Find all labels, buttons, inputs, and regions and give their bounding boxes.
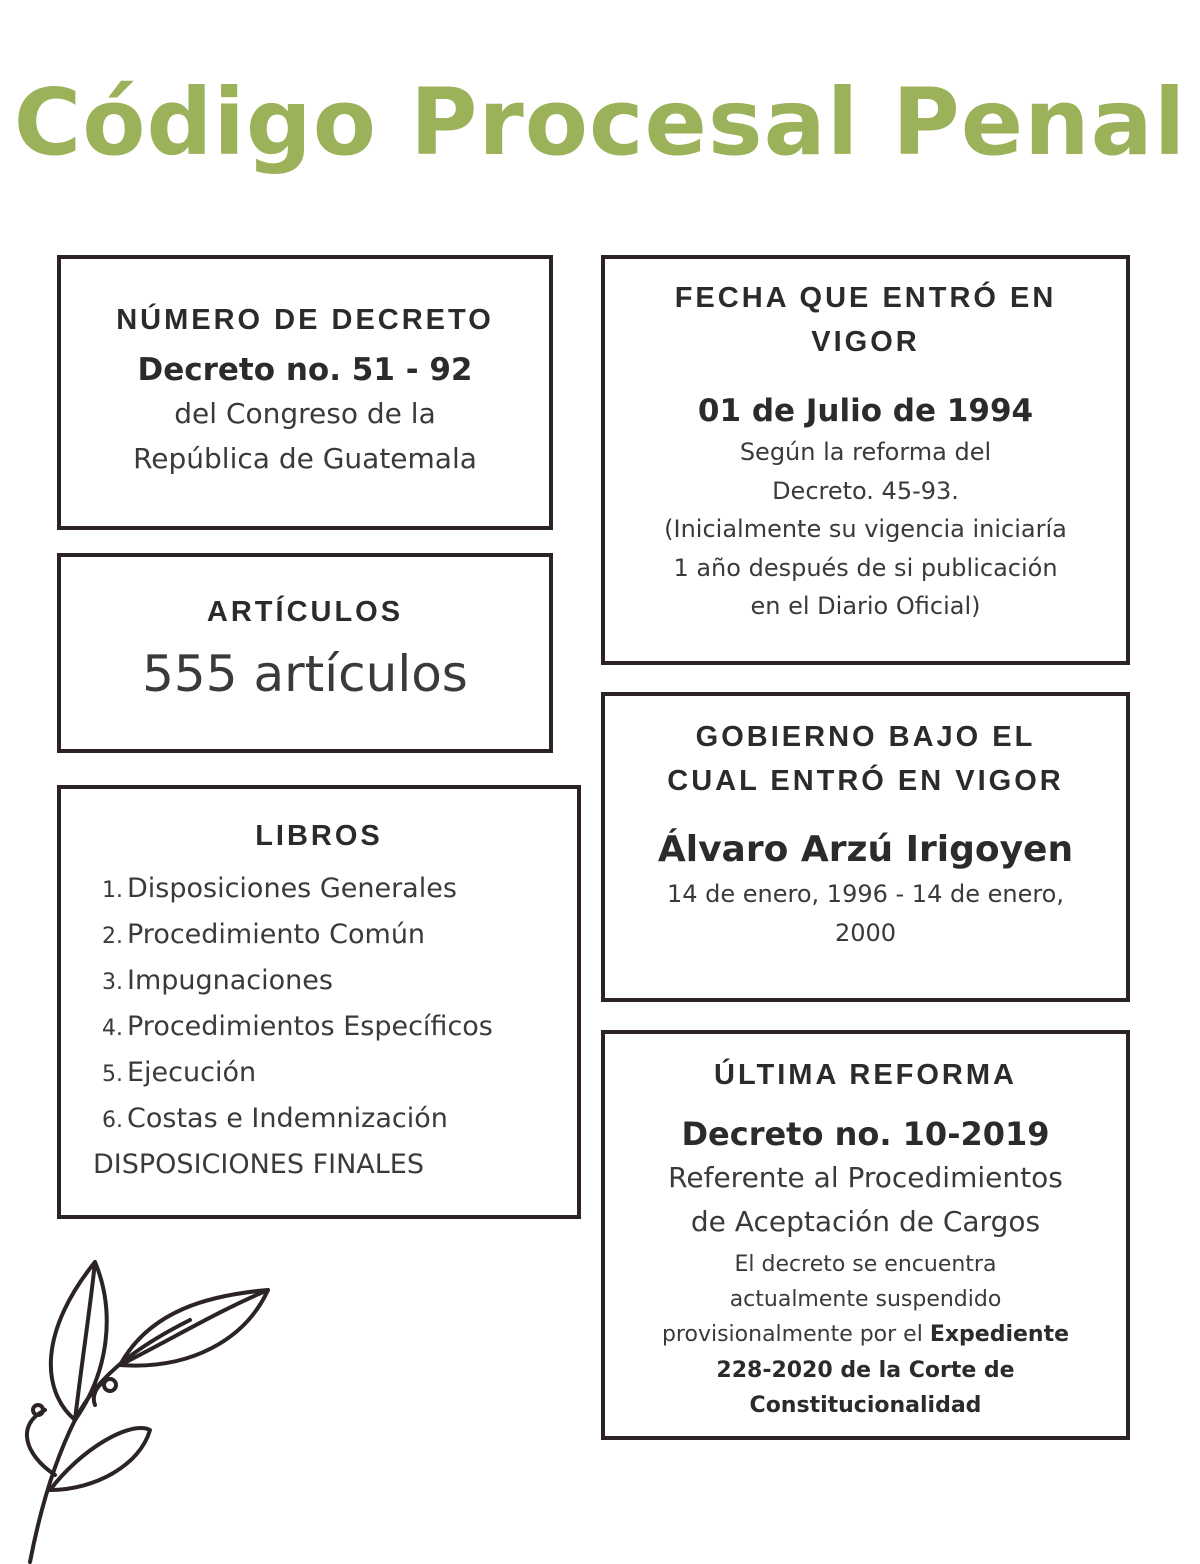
decreto-line2: República de Guatemala <box>133 441 477 475</box>
gobierno-line2: 2000 <box>834 918 897 947</box>
reforma-note4: 228-2020 de la Corte de <box>716 1357 1015 1383</box>
reforma-note1: El decreto se encuentra <box>734 1252 997 1278</box>
list-item: 4. Procedimientos Específicos <box>102 1010 493 1042</box>
reforma-card <box>601 1030 1130 1440</box>
gobierno-card <box>601 692 1130 1002</box>
list-item: 3. Impugnaciones <box>102 964 333 996</box>
reforma-heading: ÚLTIMA REFORMA <box>714 1059 1017 1091</box>
decreto-line1: del Congreso de la <box>174 396 436 430</box>
decreto-value: Decreto no. 51 - 92 <box>137 351 473 388</box>
reforma-line2: de Aceptación de Cargos <box>690 1204 1041 1238</box>
libros-list <box>61 867 577 1187</box>
leaf-branch-icon <box>0 1250 290 1564</box>
gobierno-heading-line2: CUAL ENTRÓ EN VIGOR <box>667 764 1064 797</box>
fecha-line2: Decreto. 45-93. <box>772 476 959 505</box>
page-title: Código Procesal Penal <box>13 69 1187 176</box>
list-item: 1. Disposiciones Generales <box>102 872 457 904</box>
articulos-heading: ARTÍCULOS <box>206 596 404 628</box>
fecha-line4: 1 año después de si publicación <box>673 553 1058 582</box>
gobierno-value: Álvaro Arzú Irigoyen <box>657 829 1074 870</box>
fecha-heading-line2: VIGOR <box>811 325 920 358</box>
fecha-heading-line1: FECHA QUE ENTRÓ EN <box>674 282 1057 314</box>
gobierno-line1: 14 de enero, 1996 - 14 de enero, <box>666 880 1064 909</box>
decreto-card <box>57 255 553 530</box>
gobierno-heading-line1: GOBIERNO BAJO EL <box>695 721 1036 753</box>
decreto-heading: NÚMERO DE DECRETO <box>116 304 494 336</box>
libros-heading: LIBROS <box>255 820 383 852</box>
reforma-note3: provisionalmente por el Expediente <box>661 1322 1070 1348</box>
list-item: 6. Costas e Indemnización <box>102 1102 448 1134</box>
libros-final: DISPOSICIONES FINALES <box>93 1148 424 1180</box>
articulos-value: 555 artículos <box>142 644 468 703</box>
fecha-line5: en el Diario Oficial) <box>750 591 981 620</box>
reforma-value: Decreto no. 10-2019 <box>681 1114 1050 1153</box>
reforma-note5: Constitucionalidad <box>749 1392 982 1418</box>
list-item: 5. Ejecución <box>102 1056 257 1088</box>
fecha-value: 01 de Julio de 1994 <box>697 393 1034 429</box>
reforma-line1: Referente al Procedimientos <box>668 1161 1063 1195</box>
fecha-line1: Según la reforma del <box>739 438 992 467</box>
articulos-card <box>57 553 553 753</box>
reforma-note2: actualmente suspendido <box>729 1287 1002 1313</box>
fecha-line3: (Inicialmente su vigencia iniciaría <box>664 515 1067 544</box>
libros-card <box>57 785 581 1219</box>
list-item: 2. Procedimiento Común <box>102 918 426 950</box>
fecha-card <box>601 255 1130 665</box>
